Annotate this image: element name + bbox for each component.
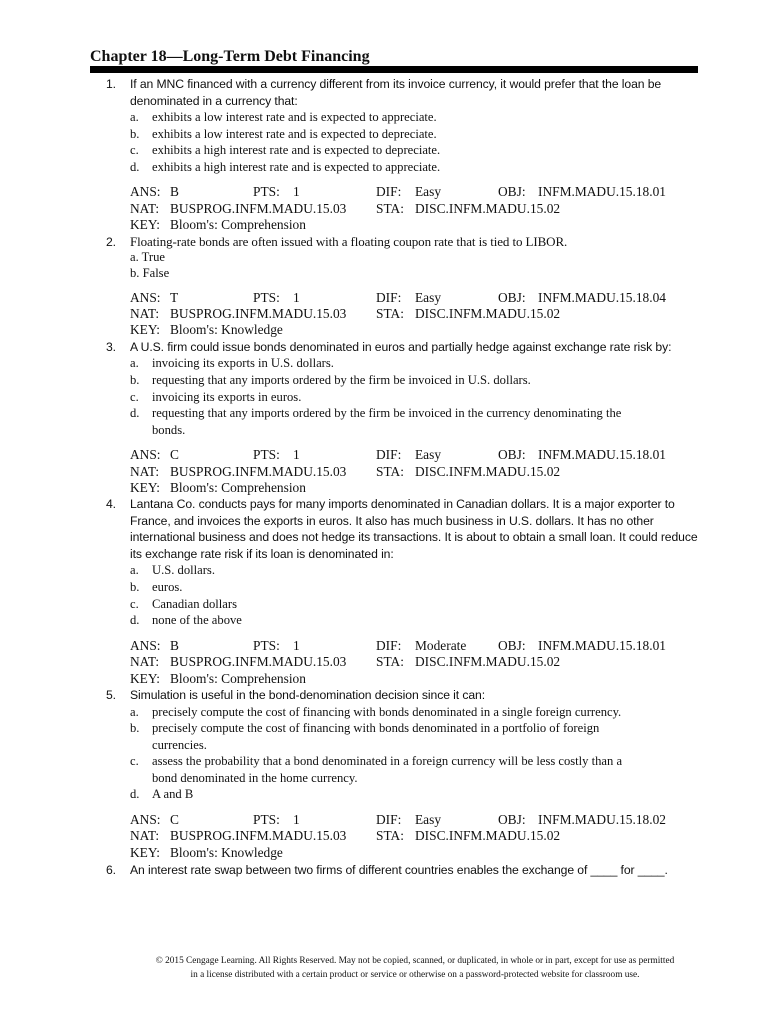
option-letter: d.	[130, 613, 140, 628]
option-letter: b.	[130, 580, 140, 595]
pts-label: PTS:	[253, 447, 280, 463]
option-text: A and B	[152, 787, 194, 802]
sta-value: DISC.INFM.MADU.15.02	[415, 828, 561, 844]
sta-value: DISC.INFM.MADU.15.02	[415, 306, 561, 322]
dif-label: DIF:	[376, 184, 402, 200]
question-1	[90, 76, 700, 234]
obj-value: INFM.MADU.15.18.01	[538, 447, 666, 463]
question-4	[90, 496, 700, 687]
key-label: KEY:	[130, 217, 161, 233]
false-option: b. False	[130, 265, 170, 280]
pts-value: 1	[293, 447, 300, 463]
option-text: exhibits a high interest rate and is expected to depreciate.	[152, 143, 441, 158]
pts-label: PTS:	[253, 289, 280, 305]
obj-label: OBJ:	[498, 289, 526, 305]
nat-label: NAT:	[130, 463, 160, 479]
dif-value: Easy	[415, 184, 442, 200]
option-text: none of the above	[152, 613, 242, 628]
obj-value: INFM.MADU.15.18.04	[538, 289, 666, 305]
obj-label: OBJ:	[498, 637, 526, 653]
pts-value: 1	[293, 184, 300, 200]
option-text: invoicing its exports in U.S. dollars.	[152, 356, 334, 371]
obj-label: OBJ:	[498, 812, 526, 828]
sta-label: STA:	[376, 654, 404, 670]
question-text: If an MNC financed with a currency different from its invoice currency, it would prefer that the loan be denominated in a currency that:	[130, 77, 662, 108]
question-3	[90, 339, 700, 497]
answer-option	[90, 596, 700, 613]
answer-metadata	[90, 184, 700, 233]
answer-option	[90, 126, 700, 143]
nat-value: BUSPROG.INFM.MADU.15.03	[170, 463, 347, 479]
dif-label: DIF:	[376, 637, 402, 653]
copyright-footer	[120, 955, 710, 982]
ans-value: B	[170, 184, 179, 200]
answer-option	[90, 372, 700, 389]
answer-metadata	[90, 638, 700, 687]
nat-label: NAT:	[130, 306, 160, 322]
key-value: Bloom's: Comprehension	[170, 670, 306, 686]
dif-label: DIF:	[376, 812, 402, 828]
pts-value: 1	[293, 289, 300, 305]
ans-label: ANS:	[130, 812, 161, 828]
obj-value: INFM.MADU.15.18.01	[538, 184, 666, 200]
question-text: Lantana Co. conducts pays for many imports denominated in Canadian dollars. It is a major exporter to France, and invoices the exports in euros. It also has much business in U.S. dollars. It has no other international business and does not hedge its transactions. It is about to obtain a small loan. It could reduce its exchange rate risk if its loan is denominated in:	[130, 497, 698, 561]
question-5	[90, 687, 700, 861]
option-letter: d.	[130, 159, 140, 174]
question-number: 1.	[106, 77, 116, 91]
option-text: invoicing its exports in euros.	[152, 389, 302, 404]
option-text: U.S. dollars.	[152, 563, 215, 578]
ans-label: ANS:	[130, 447, 161, 463]
answer-option	[90, 405, 700, 438]
option-text: euros.	[152, 580, 183, 595]
option-letter: b.	[130, 126, 140, 141]
answer-option	[90, 720, 700, 753]
title-rule	[90, 66, 698, 73]
copyright-line-1: © 2015 Cengage Learning. All Rights Reserved. May not be copied, scanned, or duplicated, in whole or in part, except for use as permitted	[155, 956, 675, 966]
obj-value: INFM.MADU.15.18.02	[538, 812, 666, 828]
sta-label: STA:	[376, 828, 404, 844]
answer-metadata	[90, 290, 700, 339]
option-letter: c.	[130, 754, 139, 769]
nat-label: NAT:	[130, 200, 160, 216]
dif-value: Moderate	[415, 637, 467, 653]
answer-option	[90, 579, 700, 596]
pts-value: 1	[293, 812, 300, 828]
answer-option	[90, 159, 700, 176]
dif-label: DIF:	[376, 447, 402, 463]
question-number: 2.	[106, 234, 116, 249]
pts-value: 1	[293, 637, 300, 653]
option-letter: b.	[130, 721, 140, 736]
nat-value: BUSPROG.INFM.MADU.15.03	[170, 200, 347, 216]
option-letter: d.	[130, 787, 140, 802]
key-label: KEY:	[130, 844, 161, 860]
ans-value: C	[170, 447, 179, 463]
option-text: requesting that any imports ordered by the firm be invoiced in U.S. dollars.	[152, 372, 531, 387]
option-text: precisely compute the cost of financing with bonds denominated in a portfolio of foreign currencies.	[152, 721, 600, 752]
question-stem	[90, 76, 700, 109]
pts-label: PTS:	[253, 637, 280, 653]
dif-value: Easy	[415, 289, 442, 305]
question-number: 4.	[106, 497, 116, 512]
answer-option	[90, 753, 700, 786]
nat-value: BUSPROG.INFM.MADU.15.03	[170, 828, 347, 844]
key-value: Bloom's: Comprehension	[170, 217, 306, 233]
option-text: exhibits a low interest rate and is expected to depreciate.	[152, 126, 437, 141]
question-text: An interest rate swap between two firms of different countries enables the exchange of ____ for ____.	[130, 863, 668, 878]
obj-label: OBJ:	[498, 447, 526, 463]
answer-option	[90, 109, 700, 126]
nat-value: BUSPROG.INFM.MADU.15.03	[170, 654, 347, 670]
option-text: exhibits a high interest rate and is expected to appreciate.	[152, 159, 441, 174]
question-6	[90, 861, 700, 879]
key-value: Bloom's: Knowledge	[170, 322, 283, 338]
nat-label: NAT:	[130, 828, 160, 844]
pts-label: PTS:	[253, 184, 280, 200]
answer-option	[90, 355, 700, 372]
key-label: KEY:	[130, 322, 161, 338]
question-2	[90, 234, 700, 339]
option-letter: d.	[130, 406, 140, 421]
nat-value: BUSPROG.INFM.MADU.15.03	[170, 306, 347, 322]
key-label: KEY:	[130, 670, 161, 686]
option-letter: c.	[130, 596, 139, 611]
question-number: 3.	[106, 339, 116, 354]
option-text: Canadian dollars	[152, 596, 237, 611]
pts-label: PTS:	[253, 812, 280, 828]
option-letter: a.	[130, 704, 139, 719]
question-list	[90, 76, 700, 879]
ans-value: C	[170, 812, 179, 828]
sta-value: DISC.INFM.MADU.15.02	[415, 200, 561, 216]
option-letter: b.	[130, 372, 140, 387]
option-text: requesting that any imports ordered by the firm be invoiced in the currency denominating the bonds.	[152, 406, 622, 437]
answer-option	[90, 142, 700, 159]
answer-option	[90, 562, 700, 579]
question-number: 5.	[106, 688, 116, 702]
question-stem	[90, 234, 700, 251]
ans-value: B	[170, 637, 179, 653]
sta-label: STA:	[376, 306, 404, 322]
key-label: KEY:	[130, 480, 161, 496]
key-value: Bloom's: Knowledge	[170, 844, 283, 860]
answer-option	[90, 704, 700, 721]
answer-metadata	[90, 447, 700, 496]
key-value: Bloom's: Comprehension	[170, 480, 306, 496]
option-text: precisely compute the cost of financing with bonds denominated in a single foreign currency.	[152, 704, 622, 719]
question-number: 6.	[106, 863, 116, 878]
question-text: Floating-rate bonds are often issued with a floating coupon rate that is tied to LIBOR.	[130, 233, 568, 249]
dif-label: DIF:	[376, 289, 402, 305]
option-text: assess the probability that a bond denominated in a foreign currency will be less costly than a bond denominated in the home currency.	[152, 754, 623, 785]
question-stem	[90, 687, 700, 704]
dif-value: Easy	[415, 447, 442, 463]
ans-label: ANS:	[130, 184, 161, 200]
question-text: Simulation is useful in the bond-denomination decision since it can:	[130, 688, 485, 702]
copyright-line-2: in a license distributed with a certain product or service or otherwise on a password-protected website for classroom use.	[190, 969, 640, 980]
option-letter: a.	[130, 563, 139, 578]
obj-value: INFM.MADU.15.18.01	[538, 637, 666, 653]
option-letter: c.	[130, 389, 139, 404]
option-letter: a.	[130, 110, 139, 124]
answer-option	[90, 786, 700, 803]
option-text: exhibits a low interest rate and is expected to appreciate.	[152, 110, 437, 124]
answer-option	[90, 612, 700, 629]
answer-metadata	[90, 812, 700, 861]
dif-value: Easy	[415, 812, 442, 828]
sta-value: DISC.INFM.MADU.15.02	[415, 463, 561, 479]
sta-value: DISC.INFM.MADU.15.02	[415, 654, 561, 670]
obj-label: OBJ:	[498, 184, 526, 200]
answer-option	[90, 389, 700, 406]
ans-value: T	[170, 289, 179, 305]
question-stem	[90, 861, 700, 879]
ans-label: ANS:	[130, 637, 161, 653]
option-letter: a.	[130, 356, 139, 371]
sta-label: STA:	[376, 463, 404, 479]
ans-label: ANS:	[130, 289, 161, 305]
chapter-title: Chapter 18—Long-Term Debt Financing	[90, 48, 370, 65]
question-text: A U.S. firm could issue bonds denominated in euros and partially hedge against exchange rate risk by:	[130, 339, 672, 354]
sta-label: STA:	[376, 200, 404, 216]
nat-label: NAT:	[130, 654, 160, 670]
question-stem	[90, 339, 700, 356]
question-stem	[90, 496, 700, 562]
true-option: a. True	[130, 250, 165, 265]
option-letter: c.	[130, 143, 139, 158]
